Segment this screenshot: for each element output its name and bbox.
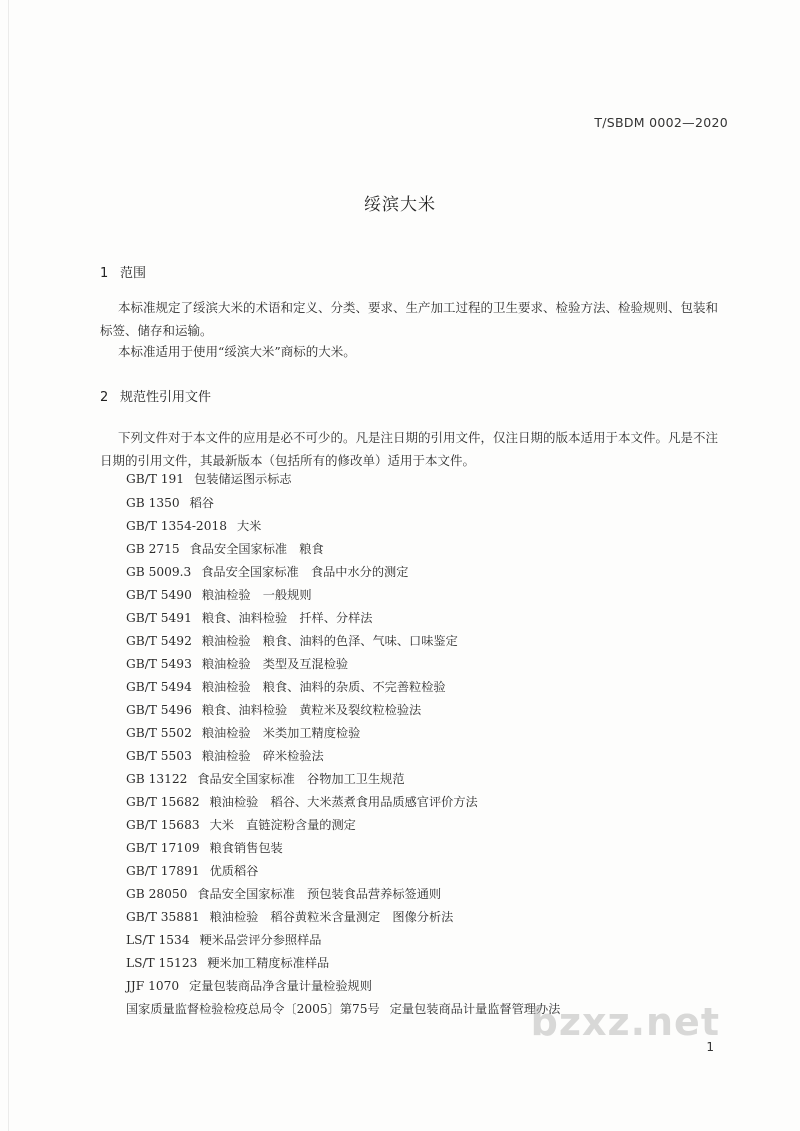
reference-item [126,793,478,810]
reference-item [126,655,348,672]
reference-item [126,470,292,487]
reference-code: GB/T 5493 [126,657,192,671]
reference-title: 粮油检验 类型及互混检验 [201,657,349,671]
reference-item [126,747,324,764]
reference-item [126,678,446,695]
reference-code: GB 13122 [126,772,188,786]
section-number: 1 [100,266,109,281]
reference-title: 定量包装商品净含量计量检验规则 [189,979,372,993]
reference-title: 食品安全国家标准 粮食 [189,542,324,556]
reference-title: 粮油检验 粮食、油料的杂质、不完善粒检验 [201,680,446,694]
reference-title: 食品安全国家标准 谷物加工卫生规范 [197,772,405,786]
reference-code: GB 2715 [126,542,180,556]
reference-code: GB/T 1354-2018 [126,519,227,533]
document-title: 绥滨大米 [364,195,436,215]
reference-title: 包装储运图示标志 [194,472,292,486]
reference-code: GB/T 191 [126,472,185,486]
reference-title: 粳米品尝评分参照样品 [199,933,322,947]
scan-edge-line [8,0,9,1131]
reference-code: GB 28050 [126,887,188,901]
reference-code: GB/T 17891 [126,864,200,878]
scope-paragraph-2 [100,340,730,363]
reference-item [126,632,458,649]
reference-item [126,954,329,971]
reference-item [126,609,372,626]
reference-title: 粮油检验 稻谷黄粒米含量测定 图像分析法 [209,910,454,924]
reference-title: 粮油检验 稻谷、大米蒸煮食用品质感官评价方法 [209,795,478,809]
reference-title: 粮食销售包装 [209,841,283,855]
reference-code: LS/T 1534 [126,933,190,947]
reference-title: 大米 [236,519,262,533]
reference-item [126,701,421,718]
reference-code: GB/T 5491 [126,611,192,625]
reference-item [126,908,453,925]
reference-item [126,517,261,534]
reference-code: GB/T 5494 [126,680,192,694]
paragraph-text: 下列文件对于本文件的应用是必不可少的。凡是注日期的引用文件，仅注日期的版本适用于本文件。凡是不注日期的引用文件，其最新版本（包括所有的修改单）适用于本文件。 [100,430,719,468]
section-title: 范围 [120,266,147,281]
section-heading-normative-references [100,386,211,405]
reference-title: 食品安全国家标准 食品中水分的测定 [201,565,409,579]
reference-title: 食品安全国家标准 预包装食品营养标签通则 [197,887,442,901]
reference-item [126,586,312,603]
reference-title: 粮油检验 粮食、油料的色泽、气味、口味鉴定 [201,634,458,648]
section-title: 规范性引用文件 [120,390,212,405]
page-number: 1 [706,1040,714,1054]
reference-code: 国家质量监督检验检疫总局令〔2005〕第75号 [126,1002,380,1016]
reference-code: GB/T 5490 [126,588,192,602]
reference-item [126,931,321,948]
paragraph-text: 本标准适用于使用“绥滨大米”商标的大米。 [118,344,356,359]
reference-code: GB/T 5492 [126,634,192,648]
reference-code: GB/T 35881 [126,910,200,924]
reference-item [126,494,214,511]
reference-title: 优质稻谷 [209,864,259,878]
reference-item [126,724,360,741]
reference-code: GB 5009.3 [126,565,192,579]
reference-item [126,816,356,833]
reference-code: GB 1350 [126,496,180,510]
reference-item [126,885,441,902]
reference-item [126,862,258,879]
reference-item [126,770,405,787]
reference-title: 粮油检验 碎米检验法 [201,749,324,763]
reference-code: GB/T 5502 [126,726,192,740]
reference-title: 粮油检验 米类加工精度检验 [201,726,361,740]
reference-item [126,1000,560,1017]
reference-code: GB/T 15682 [126,795,200,809]
reference-code: LS/T 15123 [126,956,198,970]
reference-code: JJF 1070 [126,979,180,993]
scope-paragraph-1 [100,296,730,342]
reference-title: 粮油检验 一般规则 [201,588,312,602]
reference-item [126,563,408,580]
reference-code: GB/T 15683 [126,818,200,832]
standard-code: T/SBDM 0002—2020 [594,115,728,130]
reference-title: 粮食、油料检验 扦样、分样法 [201,611,373,625]
reference-title: 粮食、油料检验 黄粒米及裂纹粒检验法 [201,703,422,717]
reference-code: GB/T 17109 [126,841,200,855]
reference-title: 粳米加工精度标准样品 [207,956,330,970]
section-heading-scope [100,262,146,281]
section-number: 2 [100,390,109,405]
reference-title: 定量包装商品计量监督管理办法 [389,1002,561,1016]
reference-item [126,839,283,856]
reference-title: 大米 直链淀粉含量的测定 [209,818,356,832]
reference-item [126,540,324,557]
reference-title: 稻谷 [189,496,214,510]
reference-item [126,977,372,994]
references-intro-paragraph [100,426,730,472]
site-watermark: bzxz.net [530,1000,720,1044]
reference-code: GB/T 5496 [126,703,192,717]
reference-code: GB/T 5503 [126,749,192,763]
paragraph-text: 本标准规定了绥滨大米的术语和定义、分类、要求、生产加工过程的卫生要求、检验方法、检验规则、包装和标签、储存和运输。 [100,300,719,338]
